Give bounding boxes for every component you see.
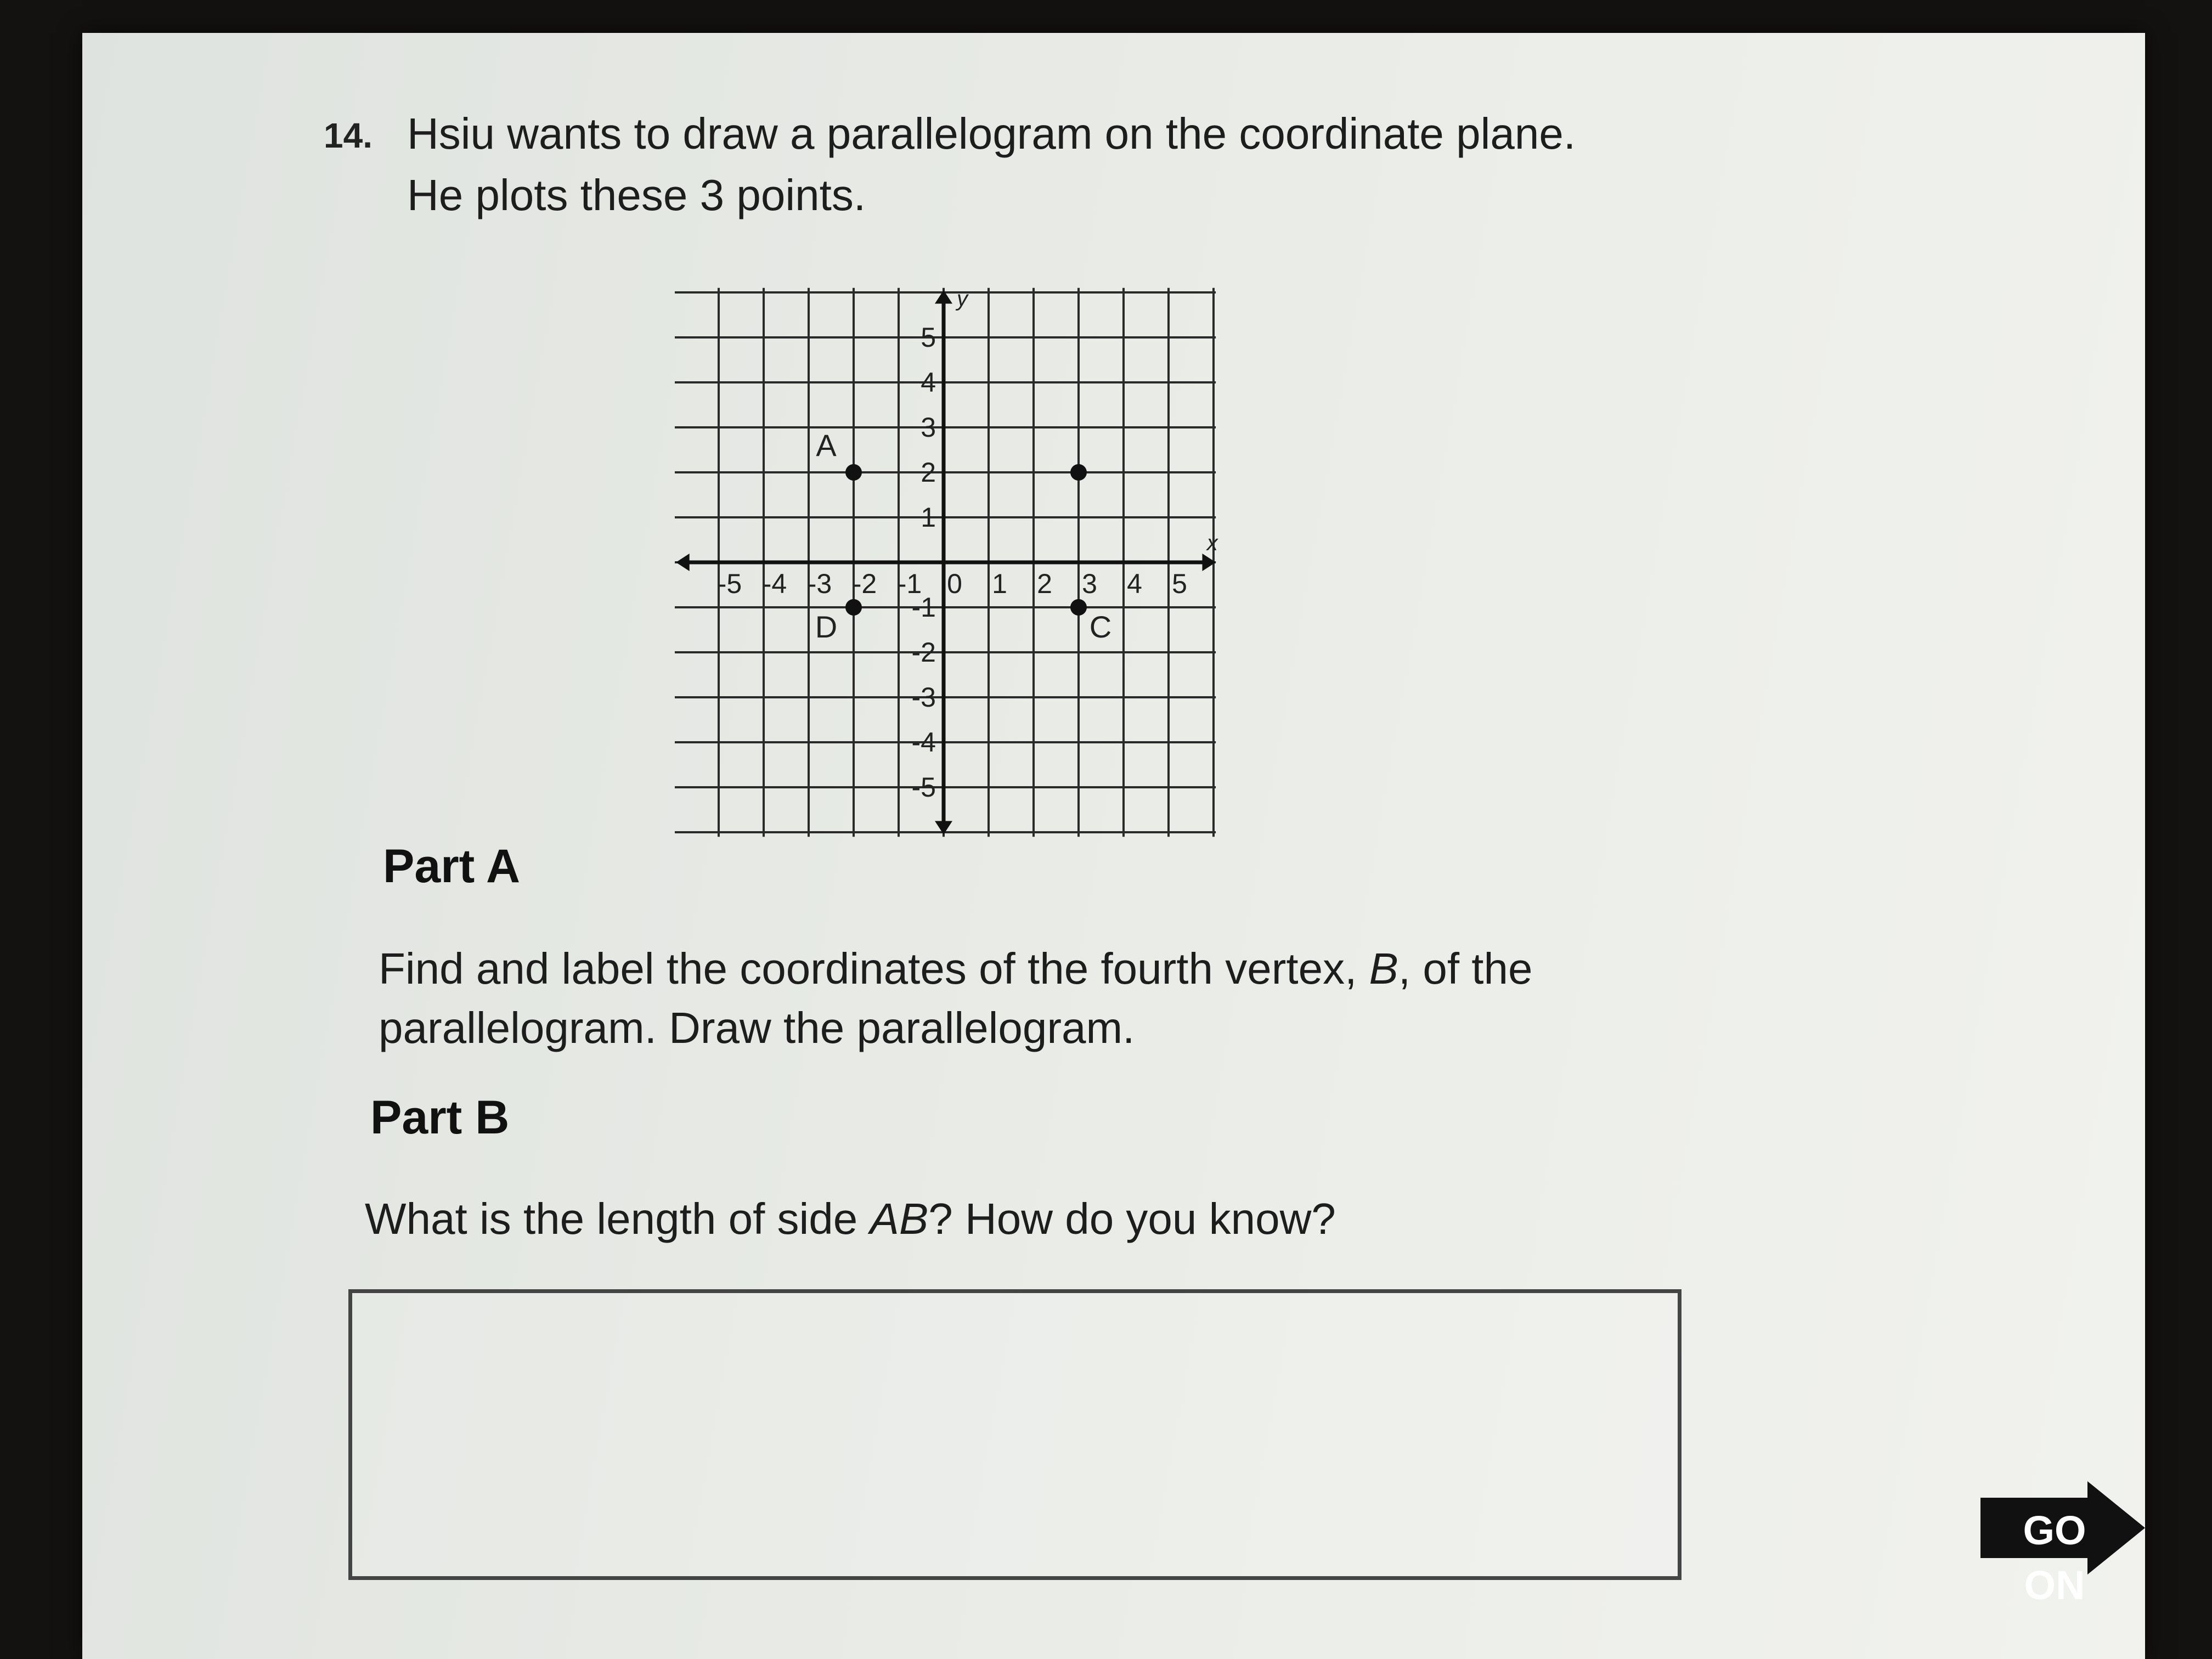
y-tick-label: -5 [911, 772, 936, 803]
part-a-title: Part A [383, 840, 521, 893]
x-tick-label: 1 [992, 568, 1007, 599]
point-label-C: C [1089, 610, 1112, 644]
y-tick-label: 5 [921, 322, 936, 353]
x-tick-label: 5 [1172, 568, 1187, 599]
answer-box[interactable] [348, 1289, 1681, 1580]
y-tick-label: 2 [921, 457, 936, 488]
worksheet-page [82, 33, 2145, 1659]
y-axis-label: y [957, 286, 968, 311]
x-tick-label: -3 [807, 568, 832, 599]
part-a-line-2: parallelogram. Draw the parallelogram. [379, 1003, 1135, 1052]
x-tick-label: 0 [947, 568, 962, 599]
point-D [845, 599, 862, 616]
coordinate-plane [675, 263, 1333, 856]
axes [676, 287, 1219, 835]
x-tick-label: -2 [852, 568, 877, 599]
part-a-text [379, 939, 1750, 1058]
point-A [845, 464, 862, 481]
x-axis-label: x [1206, 531, 1218, 555]
question-line-2: He plots these 3 points. [407, 171, 866, 219]
x-tick-label: -4 [762, 568, 787, 599]
part-b-question: What is the length of side AB? How do you know? [365, 1194, 1336, 1243]
question-number: 14. [324, 116, 373, 155]
y-tick-label: -1 [911, 592, 936, 623]
part-a-line-1: Find and label the coordinates of the fourth vertex, B, of the [379, 944, 1533, 993]
plotted-points [815, 428, 1111, 644]
question-text [407, 103, 1779, 226]
x-tick-label: -1 [897, 568, 922, 599]
x-tick-label: -5 [717, 568, 742, 599]
x-tick-label: 4 [1127, 568, 1142, 599]
point-unlabeled [1070, 464, 1087, 481]
x-axis-arrow-left [676, 554, 690, 571]
y-tick-label: 1 [921, 502, 936, 533]
y-tick-label: -3 [911, 682, 936, 713]
point-label-A: A [816, 428, 837, 462]
y-tick-label: 3 [921, 412, 936, 443]
y-tick-label: 4 [921, 367, 936, 398]
y-tick-label: -2 [911, 637, 936, 668]
y-tick-label: -4 [911, 727, 936, 758]
x-tick-label: 2 [1037, 568, 1052, 599]
part-b-title: Part B [370, 1091, 510, 1144]
question-line-1: Hsiu wants to draw a parallelogram on the coordinate plane. [407, 109, 1576, 158]
point-C [1070, 599, 1087, 616]
x-tick-label: 3 [1082, 568, 1097, 599]
point-label-D: D [815, 610, 838, 644]
go-on-label: GO ON [2023, 1508, 2086, 1608]
